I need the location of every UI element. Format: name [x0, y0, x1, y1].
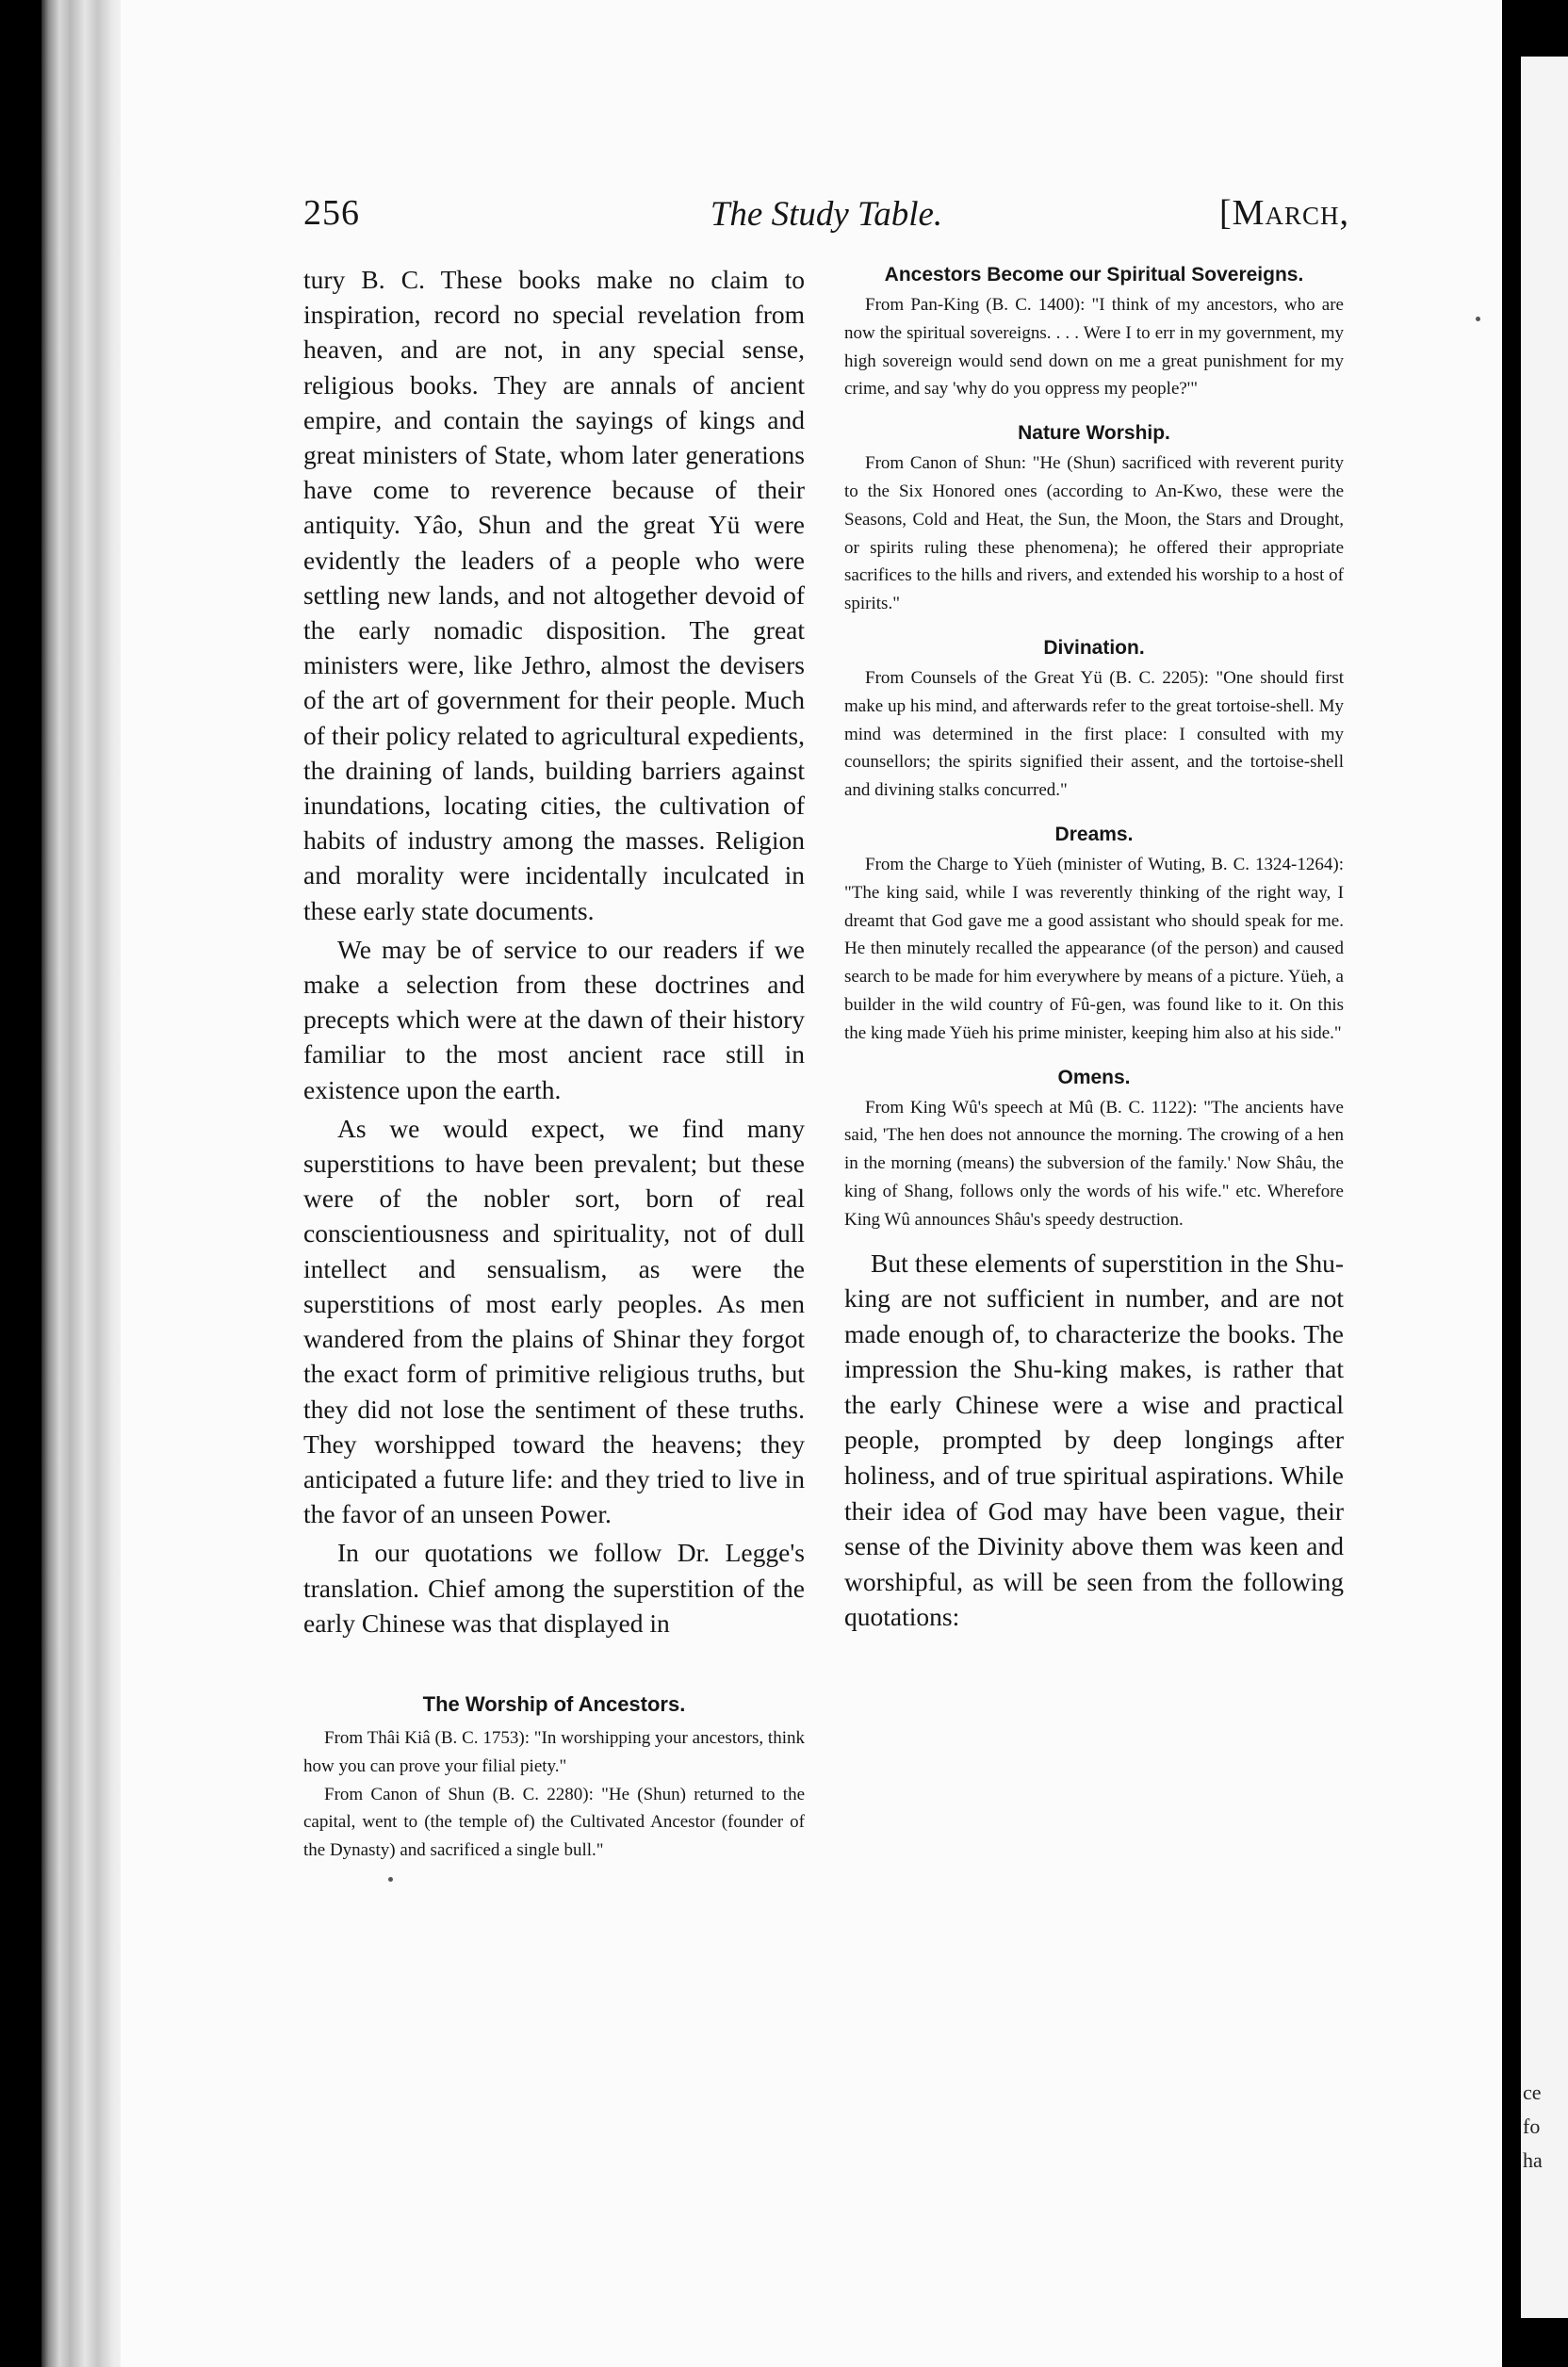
- section-body: [844, 664, 1344, 805]
- quotation: From Canon of Shun: "He (Shun) sacrificed with reverent purity to the Six Honored ones (according to An-Kwo, these were the Seasons, Cold and Heat, the Sun, the Moon, the Stars and Drought, or spirits ruling these phenomena); he offered their appropriate sacrifices to the hills and rivers, and extended his worship to a host of spirits.": [844, 453, 1344, 614]
- adjacent-fragment: ce: [1523, 2081, 1542, 2104]
- section-body: [844, 449, 1344, 618]
- paragraph: As we would expect, we find many superstitions to have been prevalent; but these were of the nobler sort, born of real conscientiousness and spirituality, not of dull intellect and sensualism, as were the superstitions of most early peoples. As men wandered from the plains of Shinar they forgot the exact form of primitive religious truths, but they did not lose the sentiment of these truths. They worshipped toward the heavens; they anticipated a future life: and they tried to live in the favor of an unseen Power.: [303, 1113, 805, 1529]
- quotation: From Thâi Kiâ (B. C. 1753): "In worshipping your ancestors, think how you can prove your filial piety.": [303, 1727, 805, 1776]
- section-body: [844, 291, 1344, 403]
- right-column: [844, 262, 1344, 1635]
- section-heading: Dreams.: [1054, 823, 1134, 845]
- paragraph: tury B. C. These books make no claim to inspiration, record no special revelation from heaven, and are not, in any special sense, religious books. They are annals of ancient empire, and contain the sayings of kings and great ministers of State, whom later generations have come to reverence because of their antiquity. Yâo, Shun and the great Yü were evidently the leaders of a people who were settling new lands, and not altogether devoid of the early nomadic disposition. The great ministers were, like Jethro, almost the devisers of the art of government for their people. Much of their policy related to agricultural expedients, the draining of lands, building barriers against inundations, locating cities, the cultivation of habits of industry among the masses. Religion and morality were incidentally inculcated in these early state documents.: [303, 265, 805, 925]
- adjacent-page-sliver: [1521, 57, 1568, 2318]
- section-heading: Ancestors Become our Spiritual Sovereigns.: [884, 264, 1304, 286]
- adjacent-fragment: ha: [1523, 2148, 1543, 2172]
- quotation: From Canon of Shun (B. C. 2280): "He (Shun) returned to the capital, went to (the temple of) the Cultivated Ancestor (founder of the Dynasty) and sacrificed a single bull.": [303, 1784, 805, 1861]
- section-body: [303, 1724, 805, 1865]
- page-header: [303, 192, 1349, 249]
- page-edge-left: [41, 0, 132, 2367]
- page-number: 256: [303, 193, 360, 233]
- quotation: From King Wû's speech at Mû (B. C. 1122): "The ancients have said, 'The hen does not announce the morning. The crowing of a hen in the morning (means) the subversion of the family.' Now Shâu, the king of Shang, follows only the words of his wife." etc. Wherefore King Wû announces Shâu's speedy destruction.: [844, 1097, 1344, 1230]
- quotation: From Counsels of the Great Yü (B. C. 2205): "One should first make up his mind, and afterwards refer to the great tortoise-shell. My mind was determined in the first place: I consulted with my counsellors; the spirits signified their assent, and the tortoise-shell and divining stalks concurred.": [844, 667, 1344, 801]
- paragraph: We may be of service to our readers if we make a selection from these doctrines and precepts which were at the dawn of their history familiar to the most ancient race still in existence upon the earth.: [303, 934, 805, 1104]
- quotation: From the Charge to Yüeh (minister of Wuting, B. C. 1324-1264): "The king said, while I was reverently thinking of the right way, I dreamt that God gave me a good assistant who should speak for me. He then minutely recalled the appearance (of the person) and caused search to be made for him everywhere by means of a picture. Yüeh, a builder in the wild country of Fû-gen, was found like to it. On this the king made Yüeh his prime minister, keeping him also at his side.": [844, 854, 1344, 1043]
- section-heading: Nature Worship.: [1018, 422, 1170, 445]
- quotation: From Pan-King (B. C. 1400): "I think of my ancestors, who are now the spiritual sovereigns. . . . Were I to err in my government, my high sovereign would send down on me a great punishment for my crime, and say 'why do you oppress my people?'": [844, 295, 1344, 400]
- section-body: [844, 1094, 1344, 1234]
- running-month: [March,: [1219, 193, 1349, 233]
- adjacent-fragment: fo: [1523, 2114, 1541, 2138]
- left-body-text: [303, 262, 805, 1641]
- ink-speck: [388, 1877, 393, 1882]
- closing-text: [844, 1246, 1344, 1636]
- paragraph: In our quotations we follow Dr. Legge's translation. Chief among the superstition of the early Chinese was that displayed in: [303, 1538, 805, 1638]
- left-column: [303, 262, 805, 1865]
- closing-paragraph: But these elements of superstition in the Shu-king are not sufficient in number, and are not made enough of, to characterize the books. The impression the Shu-king makes, is rather that the early Chinese were a wise and practical people, prompted by deep longings after holiness, and of true spiritual aspirations. While their idea of God may have been vague, their sense of the Divinity above them was keen and worshipful, as will be seen from the following quotations:: [844, 1248, 1344, 1632]
- section-heading: Divination.: [1043, 636, 1145, 659]
- ink-speck: [1476, 317, 1480, 321]
- section-heading: The Worship of Ancestors.: [422, 1691, 686, 1716]
- section-body: [844, 851, 1344, 1048]
- running-title: The Study Table.: [710, 195, 943, 234]
- section-heading: Omens.: [1057, 1066, 1131, 1088]
